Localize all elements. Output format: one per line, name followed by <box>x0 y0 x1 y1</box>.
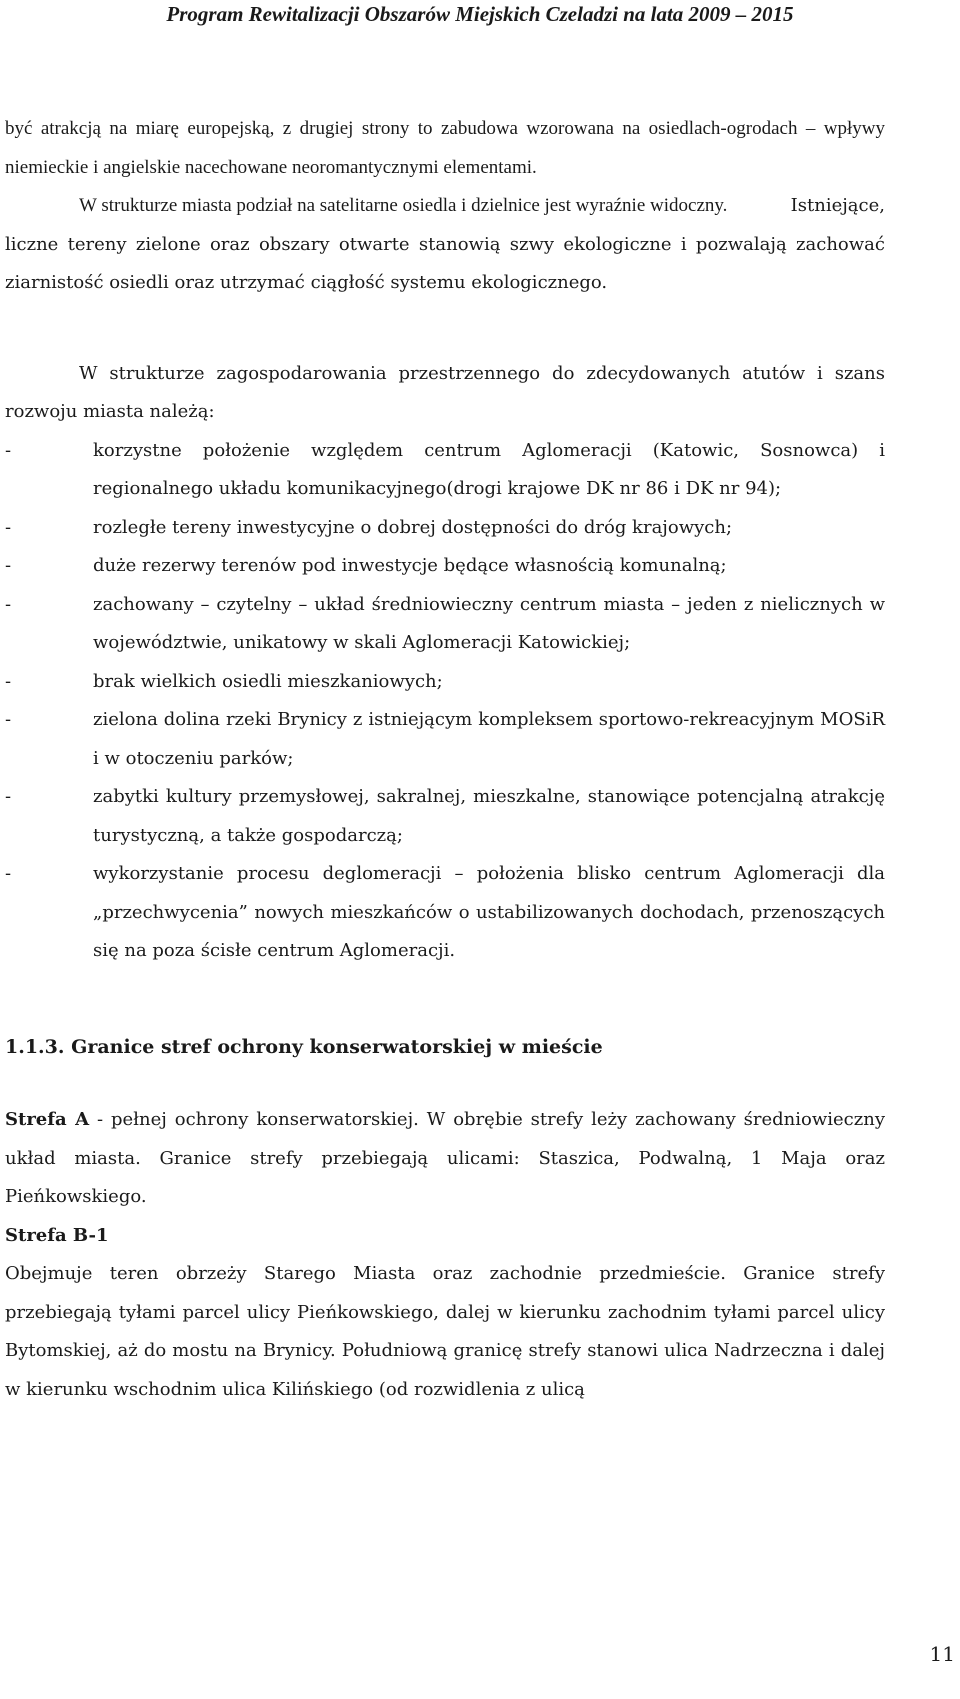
list-dash: - <box>5 439 12 461</box>
list-item <box>5 509 885 548</box>
intro-paragraph-2-times: W strukturze miasta podział na satelitarne osiedla i dzielnice jest wyraźnie widoczny. <box>79 195 728 216</box>
list-dash: - <box>5 863 12 884</box>
zone-a-label: Strefa A <box>5 1109 90 1130</box>
list-dash: - <box>5 786 12 807</box>
intro-paragraph-2-rest: Istniejące, liczne tereny zielone oraz obszary otwarte stanowią szwy ekologiczne i pozwalają zachować ziarnistość osiedli oraz utrzymać ciągłość systemu ekologicznego. <box>5 195 885 293</box>
page-number: 11 <box>929 1642 955 1666</box>
document-body <box>5 110 885 1409</box>
list-dash: - <box>5 593 12 615</box>
zone-b1-text: Obejmuje teren obrzeży Starego Miasta oraz zachodnie przedmieście. Granice strefy przebiegają tyłami parcel ulicy Pieńkowskiego, dalej w kierunku zachodnim tyłami parcel ulicy Bytomskiej, aż do mostu na Brynicy. Południową granicę strefy stanowi ulica Nadrzeczna i dalej w kierunku wschodnim ulica Kilińskiego (od rozwidlenia z ulicą <box>5 1263 885 1400</box>
list-item <box>5 855 885 971</box>
list-item-text: rozległe tereny inwestycyjne o dobrej dostępności do dróg krajowych; <box>93 516 733 538</box>
section-heading: 1.1.3. Granice stref ochrony konserwatorskiej w mieście <box>5 1035 603 1058</box>
list-item <box>5 586 885 663</box>
list-item <box>5 701 885 778</box>
intro-paragraph-2 <box>5 187 885 303</box>
list-item <box>5 547 885 586</box>
zone-b1-label: Strefa B-1 <box>5 1224 109 1246</box>
list-dash: - <box>5 516 12 538</box>
list-item-text: duże rezerwy terenów pod inwestycje będące własnością komunalną; <box>93 555 727 576</box>
list-dash: - <box>5 555 12 576</box>
list-item-text: zabytki kultury przemysłowej, sakralnej, mieszkalne, stanowiące potencjalną atrakcję turystyczną, a także gospodarczą; <box>93 786 885 846</box>
list-item-text: zachowany – czytelny – układ średniowieczny centrum miasta – jeden z nielicznych w województwie, unikatowy w skali Aglomeracji Katowickiej; <box>93 593 885 653</box>
list-item-text: korzystne położenie względem centrum Aglomeracji (Katowic, Sosnowca) i regionalnego układu komunikacyjnego(drogi krajowe DK nr 86 i DK nr 94); <box>93 439 885 499</box>
list-item-text: wykorzystanie procesu deglomeracji – położenia blisko centrum Aglomeracji dla „przechwycenia” nowych mieszkańców o ustabilizowanych dochodach, przenoszących się na poza ścisłe centrum Aglomeracji. <box>93 863 885 961</box>
list-item-text: zielona dolina rzeki Brynicy z istniejącym kompleksem sportowo-rekreacyjnym MOSiR i w otoczeniu parków; <box>93 709 885 769</box>
zone-a-text: - pełnej ochrony konserwatorskiej. W obrębie strefy leży zachowany średniowieczny układ miasta. Granice strefy przebiegają ulicami: Staszica, Podwalną, 1 Maja oraz Pieńkowskiego. <box>5 1109 886 1207</box>
list-item-text: brak wielkich osiedli mieszkaniowych; <box>93 670 443 692</box>
list-item <box>5 663 885 702</box>
strengths-lead: W strukturze zagospodarowania przestrzennego do zdecydowanych atutów i szans rozwoju miasta należą: <box>5 362 885 422</box>
list-dash: - <box>5 709 12 730</box>
zone-a-paragraph <box>5 1101 885 1217</box>
list-item <box>5 432 885 509</box>
intro-paragraph-1: być atrakcją na miarę europejską, z drugiej strony to zabudowa wzorowana na osiedlach-ogrodach – wpływy niemieckie i angielskie nacechowane neoromantycznymi elementami. <box>5 118 885 178</box>
running-header: Program Rewitalizacji Obszarów Miejskich Czeladzi na lata 2009 – 2015 <box>166 2 794 26</box>
strengths-list <box>5 432 885 971</box>
list-item <box>5 778 885 855</box>
list-dash: - <box>5 670 12 692</box>
